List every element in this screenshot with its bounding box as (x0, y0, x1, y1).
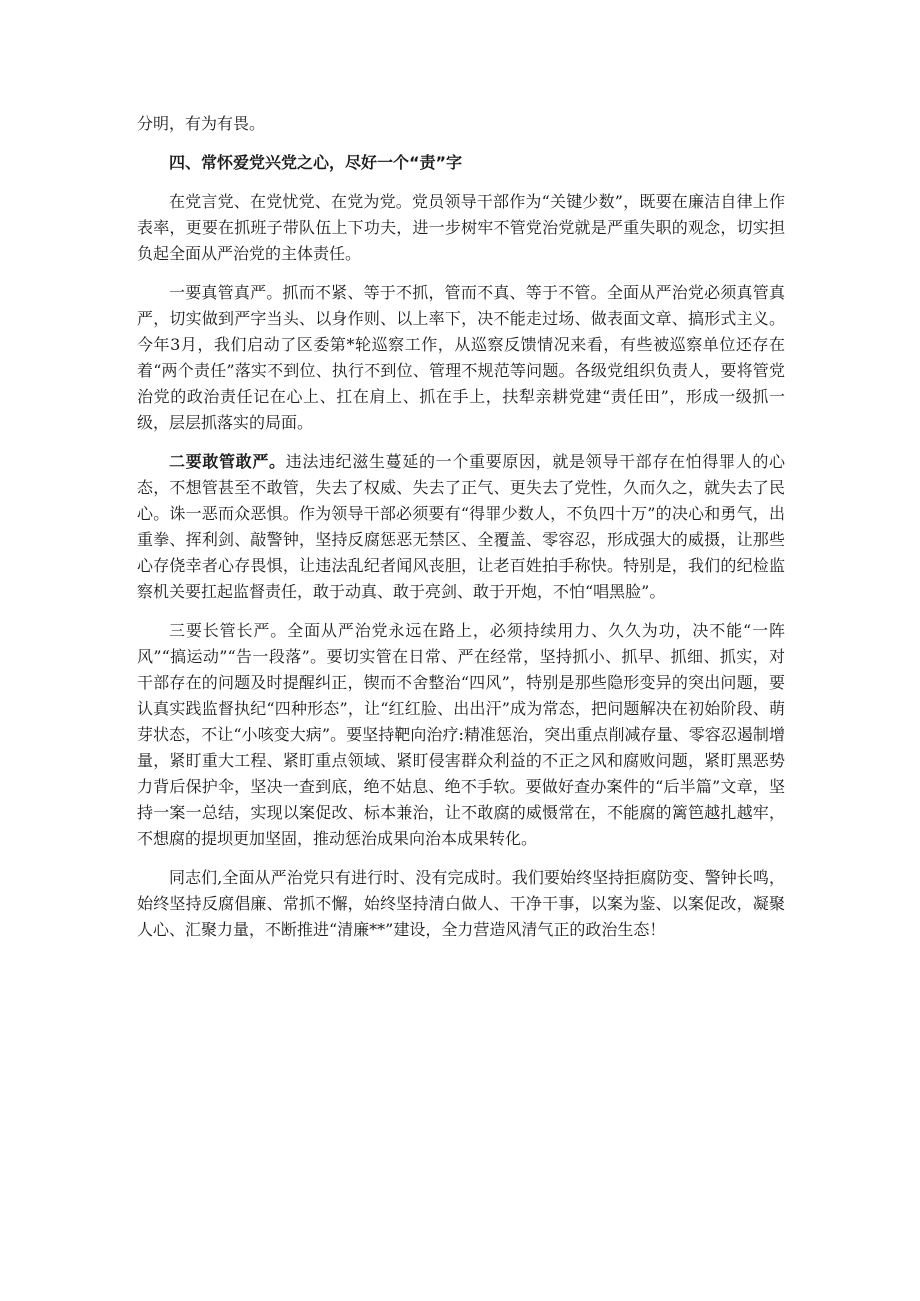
paragraph-two-lead: 二要敢管敢严。 (169, 452, 286, 471)
section-heading: 四、常怀爱党兴党之心，尽好一个“责”字 (169, 153, 463, 172)
intro-tail-paragraph: 分明，有为有畏。 (137, 114, 266, 133)
intro-paragraph: 在党言党、在党忧党、在党为党。党员领导干部作为“关键少数”，既要在廉洁自律上作表率，更要在抓班子带队伍上下功夫，进一步树牢不管党治党就是严重失职的观念，切实担负起全面从严治党的主体责任。 (137, 192, 785, 263)
paragraph-two-body: 违法违纪滋生蔓延的一个重要原因，就是领导干部存在怕得罪人的心态，不想管甚至不敢管，失去了权威、失去了正气、更失去了党性，久而久之，就失去了民心。诛一恶而众恶惧。作为领导干部必须要有“得罪少数人，不负四十万”的决心和勇气，出重拳、挥利剑、敲警钟，坚持反腐惩恶无禁区、全覆盖、零容忍，形成强大的威摄，让那些心存侥幸者心存畏惧，让违法乱纪者闻风丧胆，让老百姓拍手称快。特别是，我们的纪检监察机关要扛起监督责任，敢于动真、敢于亮剑、敢于开炮，不怕“唱黑脸”。 (137, 452, 785, 601)
document-page (137, 111, 785, 956)
paragraph-one: 一要真管真严。抓而不紧、等于不抓，管而不真、等于不管。全面从严治党必须真管真严，切实做到严字当头、以身作则、以上率下，决不能走过场、做表面文章、搞形式主义。今年3月，我们启动了区委第*轮巡察工作，从巡察反馈情况来看，有些被巡察单位还存在着“两个责任”落实不到位、执行不到位、管理不规范等问题。各级党组织负责人，要将管党治党的政治责任记在心上、扛在肩上、抓在手上，扶犁亲耕党建“责任田”，形成一级抓一级，层层抓落实的局面。 (137, 283, 785, 432)
paragraph-three: 三要长管长严。全面从严治党永远在路上，必须持续用力、久久为功，决不能“一阵风”“搞运动”“告一段落”。要切实管在日常、严在经常，坚持抓小、抓早、抓细、抓实，对干部存在的问题及时提醒纠正，锲而不舍整治“四风”，特别是那些隐形变异的突出问题，要认真实践监督执纪“四种形态”，让“红红脸、出出汗”成为常态，把问题解决在初始阶段、萌芽状态，不让“小咳变大病”。要坚持靶向治疗:精准惩治，突出重点削减存量、零容忍遏制增量，紧盯重大工程、紧盯重点领域、紧盯侵害群众利益的不正之风和腐败问题，紧盯黑恶势力背后保护伞，坚决一查到底，绝不姑息、绝不手软。要做好查办案件的“后半篇”文章，坚持一案一总结，实现以案促改、标本兼治，让不敢腐的威慑常在，不能腐的篱笆越扎越牢，不想腐的提坝更加坚固，推动惩治成果向治本成果转化。 (137, 621, 785, 848)
closing-paragraph: 同志们,全面从严治党只有进行时、没有完成时。我们要始终坚持拒腐防变、警钟长鸣，始终坚持反腐倡廉、常抓不懈，始终坚持清白做人、干净干事，以案为鉴、以案促改，凝聚人心、汇聚力量，不断推进“清廉**”建设，全力营造风清气正的政治生态！ (137, 868, 785, 939)
paragraph-two (137, 449, 785, 605)
